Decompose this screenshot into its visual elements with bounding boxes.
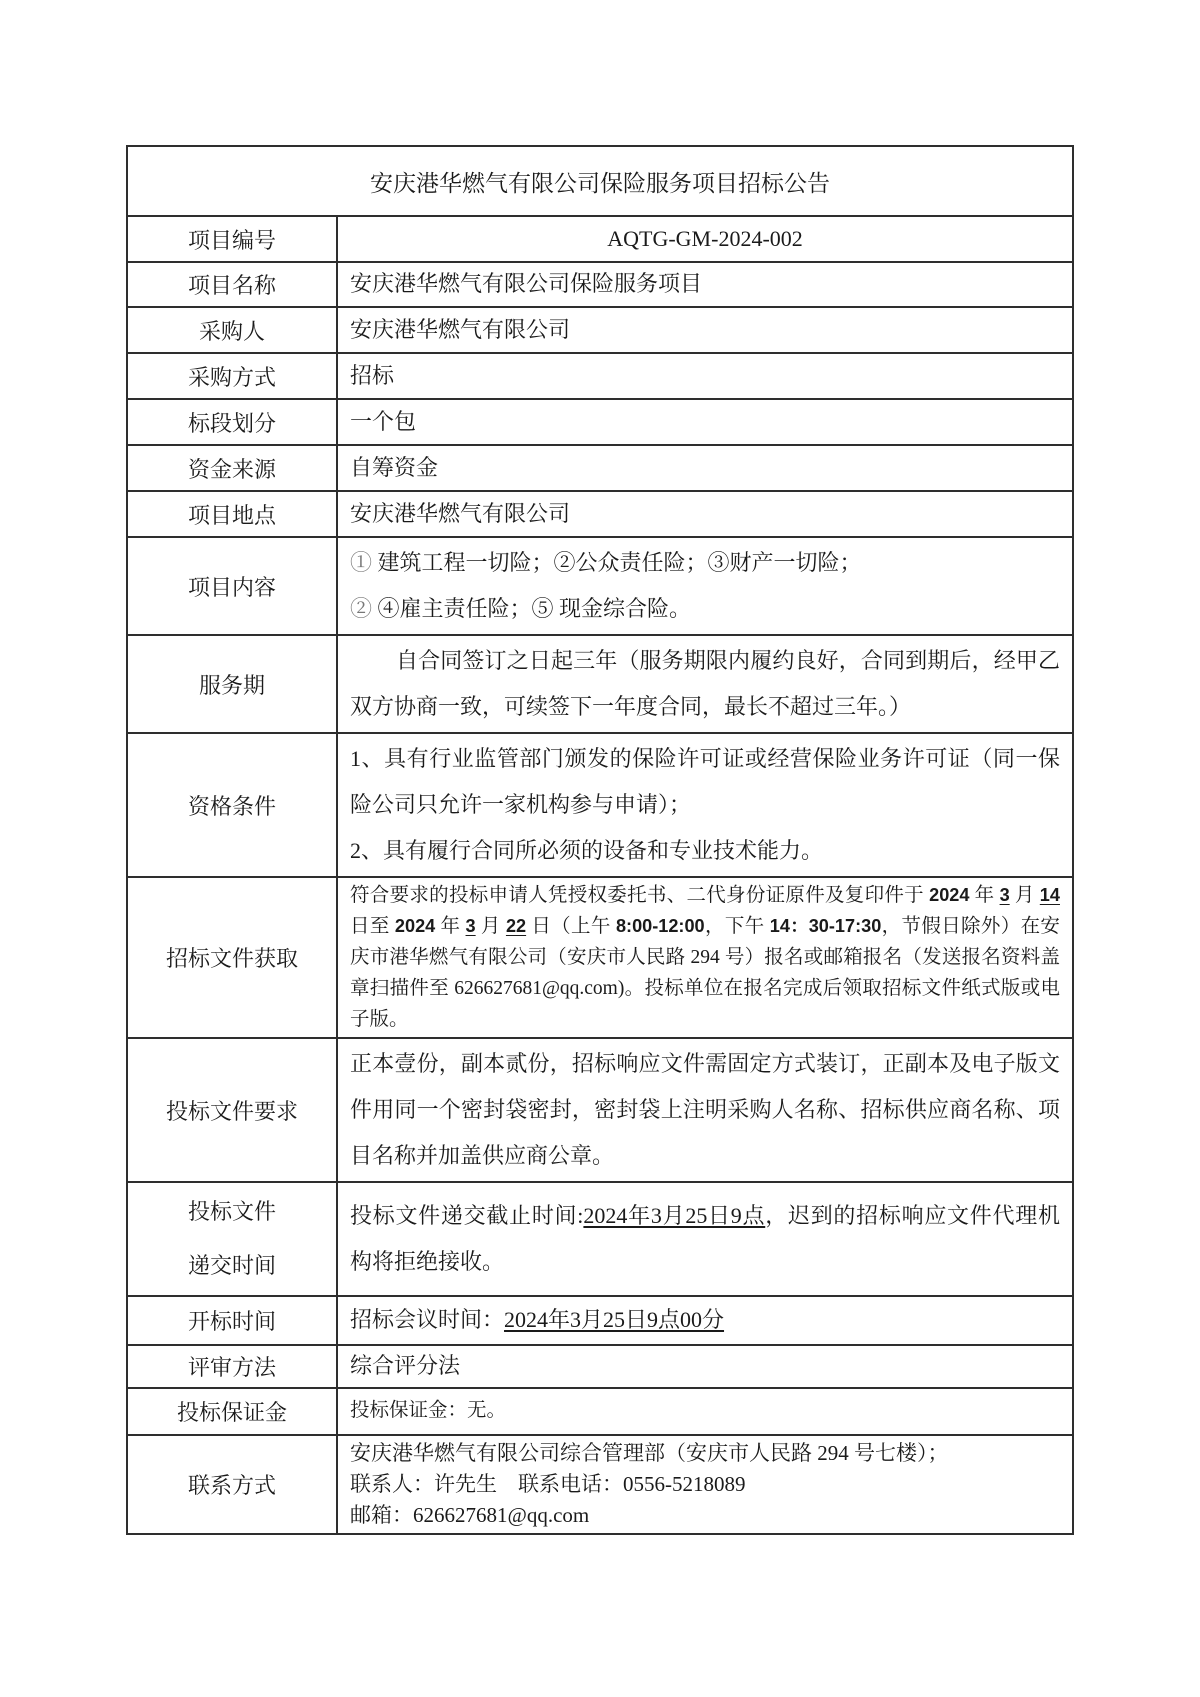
row-value-evaluation-method [337, 1345, 1073, 1388]
text-segment: ，迟到的招标响应文件代理机构将拒绝接收。 [350, 1203, 1060, 1274]
table-row-qualification-conditions [127, 733, 1073, 877]
row-label-bid-document-requirements [127, 1038, 337, 1182]
text-segment: 3 [465, 916, 476, 936]
row-label-qualification-conditions [127, 733, 337, 877]
text-segment: 22 [505, 916, 527, 936]
row-label-line: 评审方法 [187, 1355, 276, 1380]
list-marker: ② [350, 596, 373, 621]
row-label-service-period [127, 635, 337, 733]
text-segment: 投标文件递交截止时间: [350, 1203, 584, 1228]
text-segment: 安庆港华燃气有限公司 [350, 316, 571, 342]
row-label-lot-division [127, 399, 337, 445]
table-row-lot-division [127, 399, 1073, 445]
row-label-line: 采购人 [198, 318, 265, 344]
table-row-purchaser [127, 307, 1073, 353]
row-label-line: 资金来源 [187, 456, 276, 482]
row-value-project-location [337, 491, 1073, 537]
paragraph [350, 1303, 1060, 1337]
text-segment: 综合评分法 [350, 1353, 461, 1379]
row-value-qualification-conditions [337, 733, 1073, 877]
row-value-bid-opening-time [337, 1296, 1073, 1345]
text-segment: 招标会议时间： [350, 1307, 505, 1333]
text-segment: ④雇主责任险；⑤ 现金综合险。 [372, 596, 692, 621]
paragraph [350, 313, 1060, 347]
text-segment: 14 [1039, 885, 1060, 905]
row-label-line: 项目地点 [187, 502, 276, 528]
row-label-line: 服务期 [198, 672, 265, 698]
text-segment: 联系人：许先生 联系电话：0556-5218089 [350, 1472, 746, 1496]
table-row-bid-submission-time [127, 1182, 1073, 1296]
table-row-bid-document-requirements [127, 1038, 1073, 1182]
list-marker: ① [350, 550, 373, 575]
row-label-contact-info [127, 1435, 337, 1534]
table-row-project-number [127, 216, 1073, 262]
row-value-bid-document-requirements [337, 1038, 1073, 1182]
tender-table-body [127, 146, 1073, 1534]
row-value-funding-source [337, 445, 1073, 491]
row-label-line: 投标文件要求 [165, 1098, 298, 1124]
paragraph [350, 828, 1060, 874]
paragraph [350, 1500, 1060, 1531]
row-label-line: 资格条件 [187, 793, 276, 819]
row-value-lot-division [337, 399, 1073, 445]
row-label-line: 招标文件获取 [165, 946, 298, 971]
paragraph [350, 1469, 1060, 1500]
text-segment: 符合要求的投标申请人凭授权委托书、二代身份证原件及复印件于 [350, 885, 930, 906]
row-label-line: 递交时间 [187, 1253, 276, 1278]
text-segment: 建筑工程一切险；②公众责任险；③财产一切险； [372, 550, 862, 575]
paragraph [350, 451, 1060, 485]
paragraph [350, 638, 1060, 730]
row-label-line: 项目名称 [187, 273, 276, 298]
paragraph [350, 497, 1060, 531]
text-segment: 一个包 [350, 408, 417, 434]
paragraph [350, 1349, 1060, 1383]
table-row-project-content [127, 537, 1073, 635]
row-label-line: 开标时间 [187, 1309, 276, 1334]
text-segment: ，节假日除外）在安庆市港华燃气有限公司（安庆市人民路 294 号）报名或邮箱报名（发送报名资料盖章扫描件至 626627681@qq.com)。投标单位在报名完成后领取招标文件纸式版或电子版。 [350, 916, 1060, 1030]
table-row-bid-bond [127, 1388, 1073, 1435]
row-value-project-content [337, 537, 1073, 635]
paragraph [350, 222, 1060, 256]
row-value-project-name [337, 262, 1073, 307]
row-label-evaluation-method [127, 1345, 337, 1388]
row-label-project-name [127, 262, 337, 307]
row-value-bid-document-acquisition [337, 877, 1073, 1038]
row-label-bid-document-acquisition [127, 877, 337, 1038]
paragraph [350, 586, 1060, 632]
text-segment: 月 [475, 916, 506, 937]
text-segment: 2、具有履行合同所必须的设备和专业技术能力。 [350, 838, 824, 863]
text-segment: 3 [999, 885, 1010, 905]
text-segment: 日至 [350, 916, 395, 937]
text-segment: 年 [969, 885, 1000, 906]
text-segment: 2024 [929, 885, 970, 905]
table-row-bid-document-acquisition [127, 877, 1073, 1038]
text-segment: 邮箱：626627681@qq.com [350, 1503, 590, 1527]
text-segment: 2024年3月25日9点00分 [504, 1307, 725, 1333]
row-value-bid-bond [337, 1388, 1073, 1435]
text-segment: 自筹资金 [350, 454, 439, 480]
document-title: 安庆港华燃气有限公司保险服务项目招标公告 [127, 146, 1073, 216]
row-label-project-number [127, 216, 337, 262]
text-segment: AQTG-GM-2024-002 [607, 225, 803, 251]
row-label-project-location [127, 491, 337, 537]
row-label-bid-bond [127, 1388, 337, 1435]
row-label-purchaser [127, 307, 337, 353]
paragraph [350, 405, 1060, 439]
paragraph [350, 540, 1060, 586]
row-label-bid-submission-time [127, 1182, 337, 1296]
row-label-line: 标段划分 [187, 410, 276, 436]
tender-announcement-table [126, 145, 1074, 1535]
table-row-contact-info [127, 1435, 1073, 1534]
paragraph [350, 1438, 1060, 1469]
text-segment: 安庆港华燃气有限公司 [350, 500, 571, 526]
text-segment: 招标 [350, 362, 395, 388]
row-value-service-period [337, 635, 1073, 733]
row-label-line: 投标保证金 [176, 1400, 287, 1425]
paragraph [350, 880, 1060, 1035]
table-title-row [127, 146, 1073, 216]
paragraph [350, 1193, 1060, 1285]
row-value-procurement-method [337, 353, 1073, 399]
text-segment: 安庆港华燃气有限公司综合管理部（安庆市人民路 294 号七楼）； [350, 1441, 949, 1465]
paragraph [350, 1041, 1060, 1179]
table-row-funding-source [127, 445, 1073, 491]
text-segment: 月 [1009, 885, 1040, 906]
text-segment: 自合同签订之日起三年（服务期限内履约良好，合同到期后，经甲乙双方协商一致，可续签下一年度合同，最长不超过三年。） [350, 648, 1060, 719]
text-segment: 14：30-17:30 [769, 916, 882, 936]
row-value-purchaser [337, 307, 1073, 353]
table-row-project-name [127, 262, 1073, 307]
table-row-evaluation-method [127, 1345, 1073, 1388]
row-label-line: 采购方式 [187, 364, 276, 390]
table-row-project-location [127, 491, 1073, 537]
row-label-line: 联系方式 [187, 1473, 276, 1498]
table-row-service-period [127, 635, 1073, 733]
paragraph [350, 736, 1060, 828]
row-label-line: 项目编号 [187, 227, 276, 253]
row-label-project-content [127, 537, 337, 635]
paragraph [350, 359, 1060, 393]
text-segment: 日（上午 [526, 916, 616, 937]
text-segment: 安庆港华燃气有限公司保险服务项目 [350, 271, 703, 297]
row-label-funding-source [127, 445, 337, 491]
text-segment: 8:00-12:00 [615, 916, 705, 936]
row-label-line: 投标文件 [187, 1199, 276, 1224]
text-segment: 2024年3月25日9点 [583, 1203, 766, 1228]
text-segment: 2024 [394, 916, 436, 936]
table-row-bid-opening-time [127, 1296, 1073, 1345]
text-segment: 正本壹份，副本贰份，招标响应文件需固定方式装订，正副本及电子版文件用同一个密封袋密封，密封袋上注明采购人名称、招标供应商名称、项目名称并加盖供应商公章。 [350, 1051, 1060, 1168]
paragraph [350, 1396, 1060, 1426]
text-segment: ，下午 [704, 916, 770, 937]
row-label-bid-opening-time [127, 1296, 337, 1345]
row-value-bid-submission-time [337, 1182, 1073, 1296]
text-segment: 年 [435, 916, 466, 937]
table-row-procurement-method [127, 353, 1073, 399]
row-value-contact-info [337, 1435, 1073, 1534]
row-label-procurement-method [127, 353, 337, 399]
text-segment: 1、具有行业监管部门颁发的保险许可证或经营保险业务许可证（同一保险公司只允许一家机构参与申请）； [350, 746, 1060, 817]
row-label-line: 项目内容 [187, 574, 276, 600]
row-value-project-number [337, 216, 1073, 262]
paragraph [350, 267, 1060, 301]
text-segment: 投标保证金：无。 [350, 1400, 507, 1422]
